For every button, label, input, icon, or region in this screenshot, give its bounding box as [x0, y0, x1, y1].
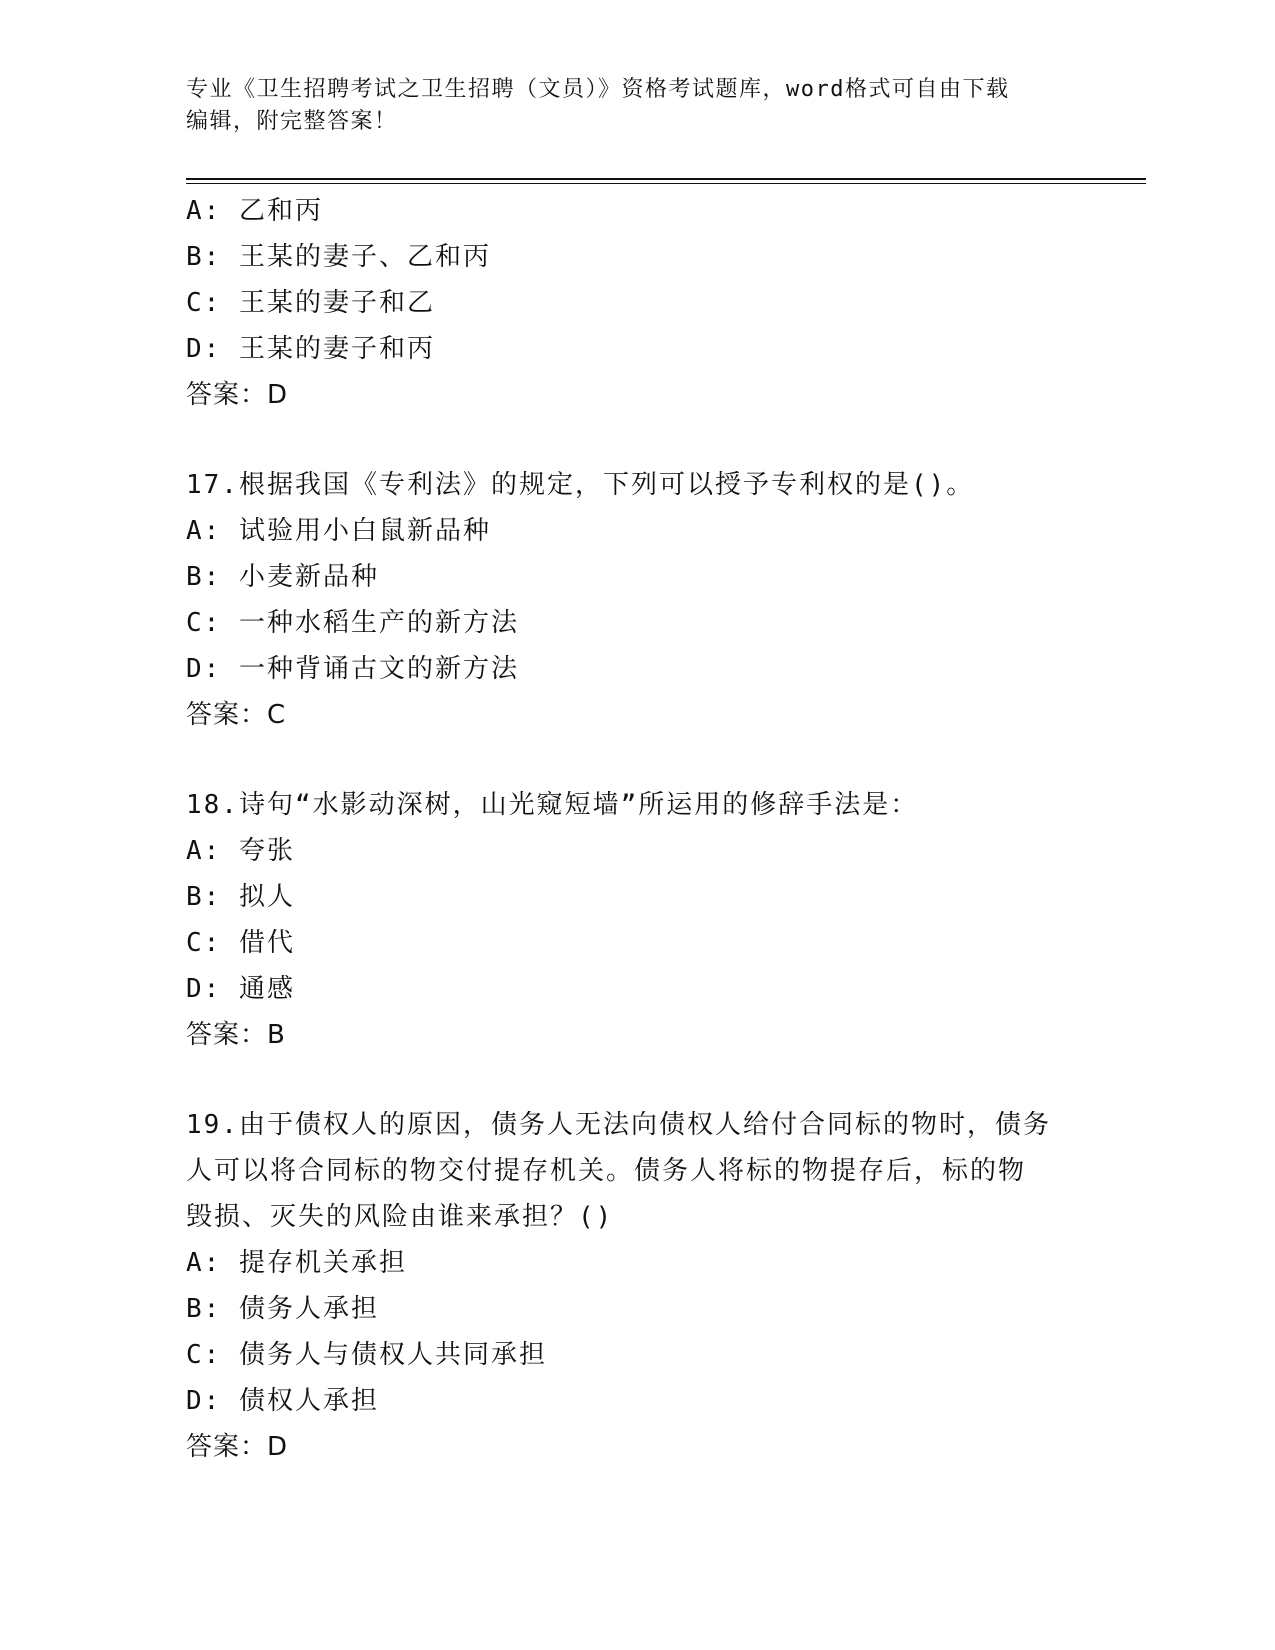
question-16-block [186, 188, 1086, 418]
q16-option-b: B: 王某的妻子、乙和丙 [186, 242, 491, 272]
q18-option-a: A: 夸张 [186, 836, 295, 866]
q18-option-b: B: 拟人 [186, 882, 295, 912]
q19-question-line-3: 毁损、灭失的风险由谁来承担？() [186, 1202, 614, 1232]
q19-option-c: C: 债务人与债权人共同承担 [186, 1340, 547, 1370]
q16-option-a: A: 乙和丙 [186, 196, 323, 226]
q18-option-d: D: 通感 [186, 974, 295, 1004]
header-line-2: 编辑，附完整答案！ [186, 109, 398, 134]
q16-answer: 答案：D [186, 380, 289, 410]
q16-option-c: C: 王某的妻子和乙 [186, 288, 435, 318]
q19-answer: 答案：D [186, 1432, 289, 1462]
q19-option-d: D: 债权人承担 [186, 1386, 379, 1416]
q18-option-c: C: 借代 [186, 928, 295, 958]
q16-option-d: D: 王某的妻子和丙 [186, 334, 435, 364]
q17-option-a: A: 试验用小白鼠新品种 [186, 516, 491, 546]
header-divider-thin [186, 183, 1146, 184]
q17-answer: 答案：C [186, 700, 287, 730]
q19-option-b: B: 债务人承担 [186, 1294, 379, 1324]
question-19-block [186, 1102, 1086, 1470]
spacer [186, 738, 1086, 782]
header-divider-thick [186, 178, 1146, 180]
q17-question: 17.根据我国《专利法》的规定，下列可以授予专利权的是()。 [186, 470, 975, 500]
header-line-1: 专业《卫生招聘考试之卫生招聘（文员）》资格考试题库，word格式可自由下载 [186, 77, 1010, 102]
spacer [186, 1058, 1086, 1102]
q19-option-a: A: 提存机关承担 [186, 1248, 407, 1278]
q19-question [186, 1102, 1086, 1240]
q19-question-line-1: 19.由于债权人的原因，债务人无法向债权人给付合同标的物时，债务 [186, 1110, 1051, 1140]
question-17-block [186, 462, 1086, 738]
question-list [186, 188, 1086, 1470]
spacer [186, 418, 1086, 462]
q17-option-b: B: 小麦新品种 [186, 562, 379, 592]
q19-question-line-2: 人可以将合同标的物交付提存机关。债务人将标的物提存后，标的物 [186, 1156, 1027, 1186]
q17-option-c: C: 一种水稻生产的新方法 [186, 608, 519, 638]
q18-question: 18.诗句“水影动深树，山光窥短墙”所运用的修辞手法是： [186, 790, 919, 820]
q18-answer: 答案：B [186, 1020, 286, 1050]
q17-option-d: D: 一种背诵古文的新方法 [186, 654, 519, 684]
document-header [186, 74, 1086, 138]
question-18-block [186, 782, 1086, 1058]
